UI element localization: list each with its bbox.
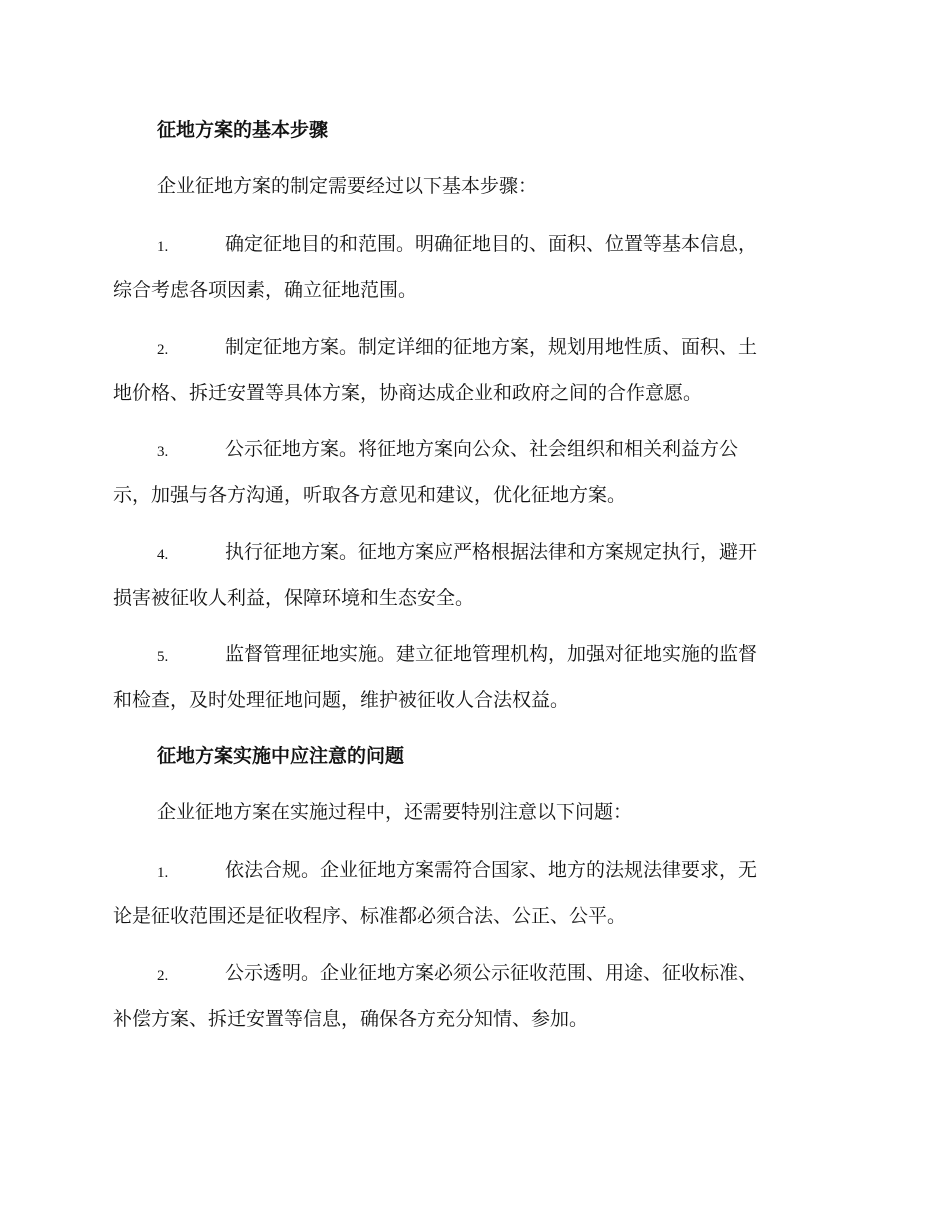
section-intro: 企业征地方案的制定需要经过以下基本步骤： — [157, 175, 538, 197]
list-item-text: 地价格、拆迁安置等具体方案，协商达成企业和政府之间的合作意愿。 — [113, 382, 703, 404]
list-item — [113, 959, 838, 1051]
list-number: 1. — [157, 239, 169, 255]
list-item — [113, 435, 838, 527]
list-number: 5. — [157, 649, 169, 665]
list-item — [113, 333, 838, 425]
section-intro: 企业征地方案在实施过程中，还需要特别注意以下问题： — [157, 801, 633, 823]
section-heading: 征地方案实施中应注意的问题 — [157, 745, 405, 767]
list-item-text: 综合考虑各项因素，确立征地范围。 — [113, 279, 418, 301]
list-number: 2. — [157, 342, 169, 358]
list-number: 3. — [157, 444, 169, 460]
list-item-text: 和检查，及时处理征地问题，维护被征收人合法权益。 — [113, 689, 570, 711]
list-number: 4. — [157, 547, 169, 563]
list-item-text: 补偿方案、拆迁安置等信息，确保各方充分知情、参加。 — [113, 1008, 589, 1030]
list-item-text: 依法合规。企业征地方案需符合国家、地方的法规法律要求，无 — [225, 859, 758, 881]
list-item — [113, 856, 838, 948]
list-number: 2. — [157, 968, 169, 984]
list-item — [113, 230, 838, 322]
list-item-text: 示，加强与各方沟通，听取各方意见和建议，优化征地方案。 — [113, 484, 627, 506]
list-item — [113, 538, 838, 630]
section-heading: 征地方案的基本步骤 — [157, 119, 329, 141]
list-item-text: 确定征地目的和范围。明确征地目的、面积、位置等基本信息， — [225, 233, 758, 255]
list-number: 1. — [157, 865, 169, 881]
list-item-text: 论是征收范围还是征收程序、标准都必须合法、公正、公平。 — [113, 905, 627, 927]
list-item-text: 监督管理征地实施。建立征地管理机构，加强对征地实施的监督 — [225, 643, 758, 665]
list-item-text: 公示透明。企业征地方案必须公示征收范围、用途、征收标准、 — [225, 962, 758, 984]
list-item-text: 损害被征收人利益，保障环境和生态安全。 — [113, 587, 475, 609]
list-item — [113, 640, 838, 732]
list-item-text: 制定征地方案。制定详细的征地方案，规划用地性质、面积、土 — [225, 336, 758, 358]
list-item-text: 公示征地方案。将征地方案向公众、社会组织和相关利益方公 — [225, 438, 739, 460]
list-item-text: 执行征地方案。征地方案应严格根据法律和方案规定执行，避开 — [225, 541, 758, 563]
